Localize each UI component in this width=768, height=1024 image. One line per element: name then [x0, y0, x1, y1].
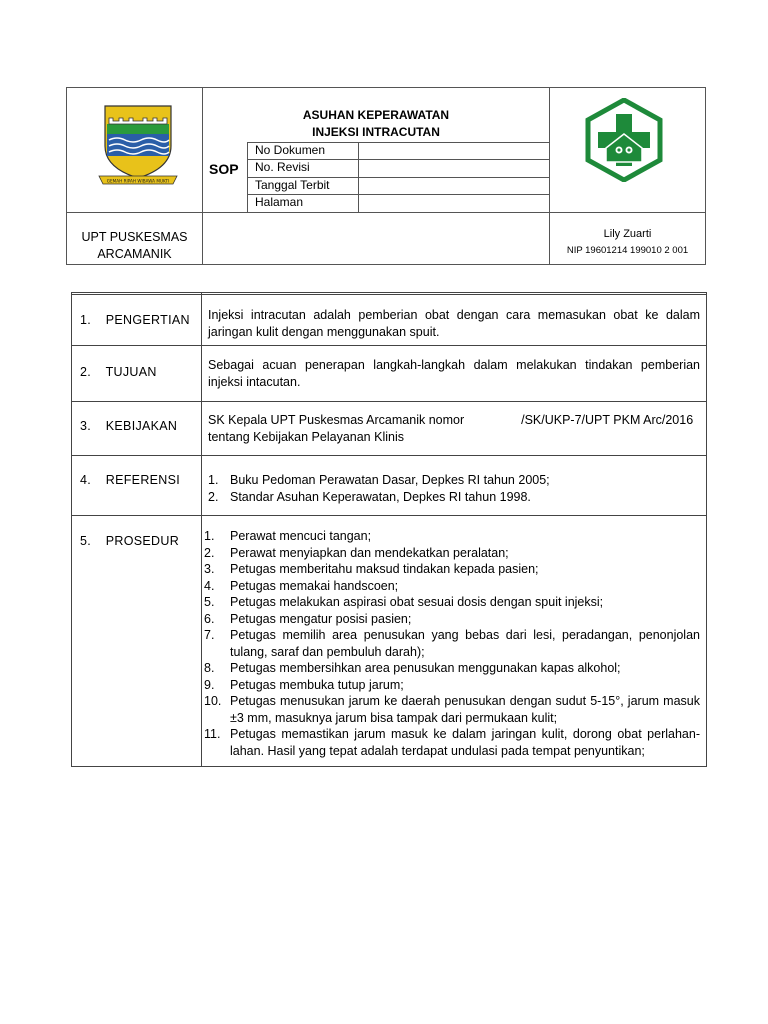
signer-nip: NIP 19601214 199010 2 001 [566, 245, 689, 256]
list-item-number: 1. [204, 529, 215, 543]
field-label-halaman: Halaman [255, 195, 304, 209]
list-item-number: 9. [204, 677, 215, 692]
list-item [202, 528, 700, 545]
section-number: 1. [80, 313, 92, 327]
list-item [202, 578, 700, 595]
section-label-pengertian [80, 313, 190, 327]
section-text-kebijakan [208, 412, 693, 446]
list-item [202, 660, 700, 677]
list-item [202, 545, 700, 562]
list-item-text: Standar Asuhan Keperawatan, Depkes RI tahun 1998. [230, 490, 531, 504]
list-item [202, 611, 700, 628]
list-item-text: Petugas memilih area penusukan yang bebas dari lesi, peradangan, penonjolan tulang, saraf dan pembuluh darah); [230, 628, 700, 659]
list-item-text: Petugas memakai handscoen; [230, 578, 399, 593]
section-title: PROSEDUR [105, 534, 180, 548]
section-number: 5. [80, 534, 92, 548]
sop-label: SOP [209, 161, 239, 177]
field-label-no-dokumen: No Dokumen [255, 143, 326, 157]
list-item [202, 627, 700, 660]
section-text-tujuan: Sebagai acuan penerapan langkah-langkah dalam melakukan tindakan pemberian injeksi intacutan. [208, 358, 700, 389]
section-label-prosedur [80, 534, 179, 548]
section-number: 2. [80, 365, 92, 379]
list-item [202, 594, 700, 611]
section-title: PENGERTIAN [105, 313, 190, 327]
policy-text-part-2: /SK/UKP-7/UPT PKM Arc/2016 [521, 413, 694, 427]
organization-name-line-2: ARCAMANIK [97, 247, 172, 261]
organization-name-line-1: UPT PUSKESMAS [81, 230, 188, 244]
svg-text:GEMAH RIPAH WIBAWA MUKTI: GEMAH RIPAH WIBAWA MUKTI [106, 178, 170, 184]
list-item [202, 489, 700, 506]
document-title-line-2: INJEKSI INTRACUTAN [312, 125, 440, 139]
field-label-tanggal-terbit: Tanggal Terbit [255, 178, 330, 192]
section-title: TUJUAN [105, 365, 157, 379]
city-emblem-logo [97, 102, 179, 188]
signer-name: Lily Zuarti [603, 228, 652, 240]
list-item-text: Petugas memberitahu maksud tindakan kepada pasien; [230, 562, 539, 576]
section-label-tujuan [80, 365, 157, 379]
document-title-line-1: ASUHAN KEPERAWATAN [302, 108, 450, 122]
list-item-text: Petugas memastikan jarum masuk ke dalam jaringan kulit, dorong obat perlahan-lahan. Hasil yang tepat adalah terdapat undulasi pada tempat penyuntikan; [230, 727, 700, 758]
list-item-number: 2. [204, 545, 215, 560]
list-item-number: 4. [204, 578, 215, 593]
list-item-text: Petugas membersihkan area penusukan menggunakan kapas alkohol; [230, 661, 621, 675]
sop-header-table [66, 87, 706, 265]
list-item-text: Petugas mengatur posisi pasien; [230, 611, 412, 626]
list-item-number: 10. [204, 694, 222, 708]
section-title: REFERENSI [105, 473, 181, 487]
list-item-text: Petugas membuka tutup jarum; [230, 677, 404, 692]
list-item-number: 3. [204, 562, 215, 576]
list-item [202, 726, 700, 759]
list-item-text: Petugas menusukan jarum ke daerah penusukan dengan sudut 5-15°, jarum masuk ±3 mm, masuknya jarum bisa tampak dari permukaan kulit; [230, 694, 700, 725]
list-item-text: Perawat mencuci tangan; [230, 529, 372, 543]
field-label-no-revisi: No. Revisi [255, 160, 310, 174]
section-title: KEBIJAKAN [105, 419, 178, 433]
section-text-pengertian: Injeksi intracutan adalah pemberian obat dengan cara memasukan obat ke dalam jaringan kulit dengan menggunakan spuit. [208, 308, 700, 339]
list-item-number: 6. [204, 611, 215, 626]
policy-text-line-2: tentang Kebijakan Pelayanan Klinis [208, 430, 404, 444]
section-label-kebijakan [80, 419, 177, 433]
list-item [202, 693, 700, 726]
organization-name [67, 229, 202, 263]
list-item-number: 11. [204, 727, 221, 741]
list-item-number: 1. [208, 473, 219, 487]
policy-text-part-1: SK Kepala UPT Puskesmas Arcamanik nomor [208, 413, 465, 427]
sop-content-table [71, 292, 707, 767]
list-item [202, 561, 700, 578]
list-item-number: 7. [204, 628, 215, 642]
list-item [202, 472, 700, 489]
list-item-number: 5. [204, 595, 215, 609]
list-item-text: Buku Pedoman Perawatan Dasar, Depkes RI tahun 2005; [230, 473, 550, 487]
puskesmas-logo [582, 98, 666, 182]
section-number: 3. [80, 419, 92, 433]
list-item-number: 2. [208, 490, 219, 504]
reference-list [202, 472, 700, 506]
list-item [202, 677, 700, 694]
list-item-text: Petugas melakukan aspirasi obat sesuai dosis dengan spuit injeksi; [230, 595, 604, 609]
procedure-list [202, 528, 700, 759]
section-number: 4. [80, 473, 92, 487]
section-label-referensi [80, 473, 180, 487]
list-item-number: 8. [204, 661, 215, 675]
list-item-text: Perawat menyiapkan dan mendekatkan peralatan; [230, 545, 509, 560]
